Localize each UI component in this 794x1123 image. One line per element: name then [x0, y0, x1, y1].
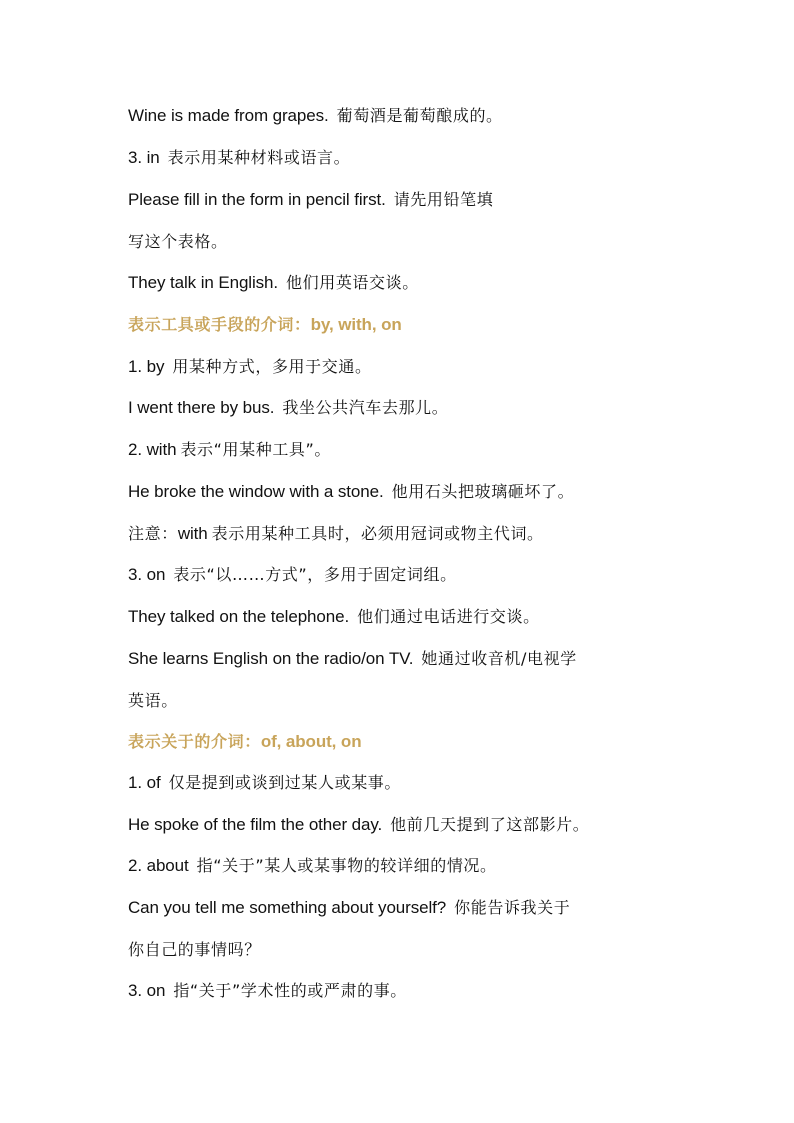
list-item-about: [128, 854, 497, 878]
example-sentence: [128, 480, 574, 504]
heading-english: of, about, on: [260, 732, 362, 751]
chinese-translation: 你能告诉我关于: [454, 898, 571, 917]
list-label: 1. of: [128, 773, 161, 792]
list-label: 3. on: [128, 565, 166, 584]
list-label: 3. in: [128, 148, 160, 167]
english-text: I went there by bus.: [128, 398, 275, 417]
chinese-translation: 她通过收音机/电视学: [421, 649, 577, 668]
list-item-by: [128, 355, 372, 379]
list-label: 1. by: [128, 357, 165, 376]
example-sentence: [128, 188, 493, 212]
list-item-of: [128, 771, 401, 795]
list-item-with: [128, 438, 331, 462]
english-text: Please fill in the form in pencil first.: [128, 190, 386, 209]
chinese-translation: 我坐公共汽车去那儿。: [282, 398, 449, 417]
example-sentence: [128, 896, 570, 920]
chinese-translation: 请先用铅笔填: [393, 190, 494, 209]
heading-chinese: 表示关于的介词：: [128, 732, 261, 751]
chinese-translation: 他前几天提到了这部影片。: [390, 815, 590, 834]
translation-continuation: [128, 689, 178, 713]
chinese-translation: 英语。: [128, 691, 178, 710]
chinese-translation: 他们通过电话进行交谈。: [357, 607, 540, 626]
list-label: 3. on: [128, 981, 166, 1000]
chinese-translation: 他们用英语交谈。: [286, 273, 419, 292]
usage-note: 表示“以……方式”，多用于固定词组。: [173, 565, 457, 584]
english-text: Can you tell me something about yourself?: [128, 898, 447, 917]
list-item-on: [128, 563, 457, 587]
usage-note: 用某种方式，多用于交通。: [172, 357, 372, 376]
list-item-in: [128, 146, 350, 170]
note-label: 注意：: [128, 524, 178, 543]
example-sentence: [128, 605, 540, 629]
english-text: They talked on the telephone.: [128, 607, 350, 626]
heading-chinese: 表示工具或手段的介词：: [128, 315, 311, 334]
english-text: He broke the window with a stone.: [128, 482, 384, 501]
english-text: Wine is made from grapes.: [128, 106, 329, 125]
usage-note: 仅是提到或谈到过某人或某事。: [168, 773, 401, 792]
heading-english: by, with, on: [310, 315, 402, 334]
example-sentence: [128, 396, 448, 420]
usage-note: 表示用某种材料或语言。: [167, 148, 351, 167]
list-label: 2. with: [128, 440, 177, 459]
usage-note-line: [128, 522, 544, 546]
usage-note: 表示用某种工具时，必须用冠词或物主代词。: [211, 524, 544, 543]
usage-note: 表示“用某种工具”。: [180, 440, 332, 459]
english-text: He spoke of the film the other day.: [128, 815, 383, 834]
english-text: with: [177, 524, 208, 543]
example-sentence: [128, 647, 577, 671]
chinese-translation: 葡萄酒是葡萄酿成的。: [336, 106, 503, 125]
usage-note: 指“关于”某人或某事物的较详细的情况。: [196, 856, 497, 875]
chinese-translation: 写这个表格。: [128, 232, 228, 251]
translation-continuation: [128, 230, 228, 254]
list-item-on: [128, 979, 407, 1003]
example-sentence: [128, 813, 589, 837]
section-heading: [128, 313, 402, 337]
example-sentence: [128, 104, 503, 128]
section-heading: [128, 730, 362, 754]
usage-note: 指“关于”学术性的或严肃的事。: [173, 981, 407, 1000]
english-text: She learns English on the radio/on TV.: [128, 649, 414, 668]
list-label: 2. about: [128, 856, 189, 875]
example-sentence: [128, 271, 419, 295]
chinese-translation: 他用石头把玻璃砸坏了。: [391, 482, 575, 501]
translation-continuation: [128, 938, 261, 962]
english-text: They talk in English.: [128, 273, 279, 292]
chinese-translation: 你自己的事情吗？: [128, 940, 261, 959]
